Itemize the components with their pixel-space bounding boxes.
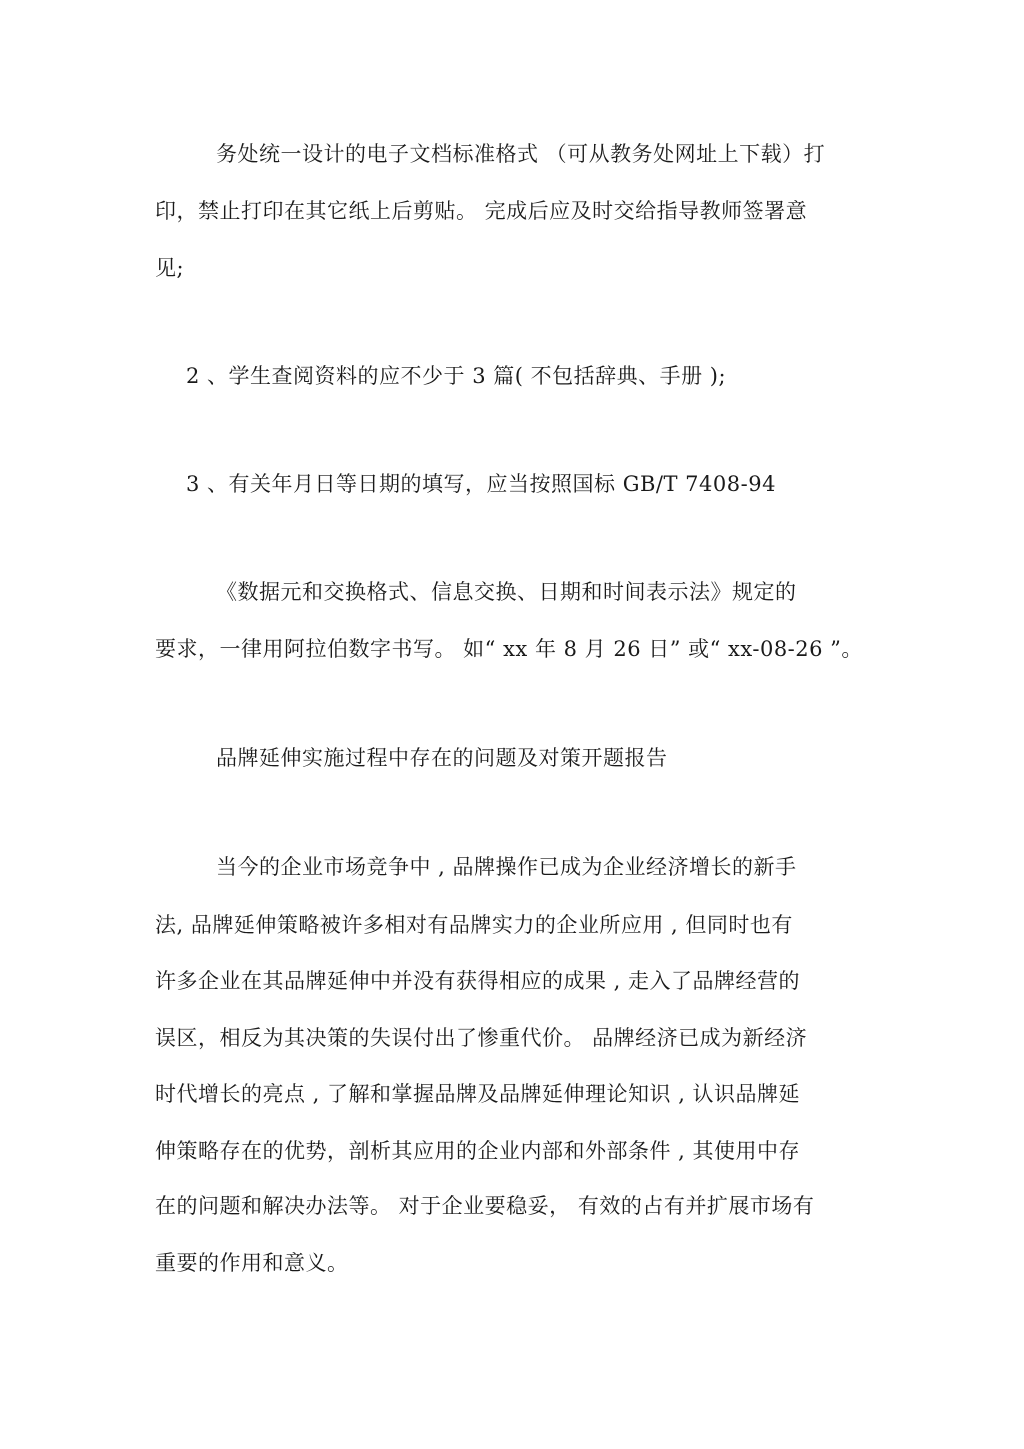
- text-line: 伸策略存在的优势，剖析其应用的企业内部和外部条件 , 其使用中存: [155, 1139, 801, 1163]
- text-line: 当今的企业市场竞争中 , 品牌操作已成为企业经济增长的新手: [216, 855, 797, 879]
- text-line: 见;: [155, 256, 185, 280]
- text-line: 务处统一设计的电子文档标准格式 （可从教务处网址上下载）打: [216, 142, 826, 166]
- text-line: 许多企业在其品牌延伸中并没有获得相应的成果 , 走入了品牌经营的: [155, 969, 801, 993]
- list-item-3: 3 、有关年月日等日期的填写，应当按照国标 GB/T 7408-94: [186, 472, 776, 496]
- text-line: 法, 品牌延伸策略被许多相对有品牌实力的企业所应用 , 但同时也有: [155, 913, 793, 937]
- text-line: 误区，相反为其决策的失误付出了惨重代价。 品牌经济已成为新经济: [155, 1026, 808, 1050]
- section-title: 品牌延伸实施过程中存在的问题及对策开题报告: [216, 746, 668, 770]
- text-line: 时代增长的亮点 , 了解和掌握品牌及品牌延伸理论知识 , 认识品牌延: [155, 1082, 801, 1106]
- text-line: 要求，一律用阿拉伯数字书写。 如“ xx 年 8 月 26 日” 或“ xx-08-26 ”。: [155, 637, 863, 661]
- text-line: 《数据元和交换格式、信息交换、日期和时间表示法》规定的: [216, 580, 797, 604]
- text-line: 在的问题和解决办法等。 对于企业要稳妥， 有效的占有并扩展市场有: [155, 1194, 815, 1218]
- text-line: 重要的作用和意义。: [155, 1251, 349, 1275]
- text-line: 印，禁止打印在其它纸上后剪贴。 完成后应及时交给指导教师签署意: [155, 199, 808, 223]
- list-item-2: 2 、学生查阅资料的应不少于 3 篇( 不包括辞典、手册 );: [186, 364, 727, 388]
